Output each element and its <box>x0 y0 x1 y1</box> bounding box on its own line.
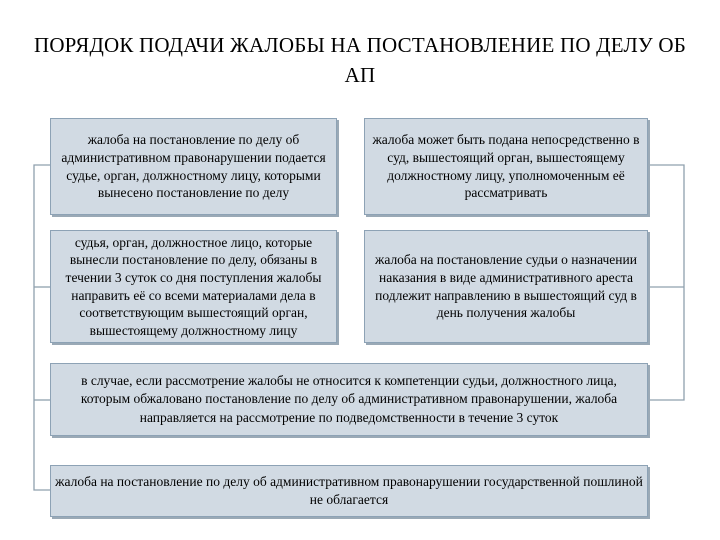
box-forward-within-3-days <box>50 230 337 343</box>
box-file-complaint-directly <box>364 118 648 215</box>
page-title: ПОРЯДОК ПОДАЧИ ЖАЛОБЫ НА ПОСТАНОВЛЕНИЕ ПО ДЕЛУ ОБ АП <box>33 33 687 87</box>
box-a-text: жалоба на постановление по делу об административном правонарушении подается судье, орган, должностному лицу, которыми вынесено постановление по делу <box>61 132 326 201</box>
left-bracket-line <box>34 165 50 490</box>
box-c-text: судья, орган, должностное лицо, которые вынесли постановление по делу, обязаны в течении 3 суток со дня поступления жалобы направить её со всеми материалами дела в соответствующим вышестоящий орган, вышестоящему должностному лицу <box>65 234 322 338</box>
box-f-text: жалоба на постановление по делу об административном правонарушении государственной пошлиной не облагается <box>55 473 643 507</box>
box-d-text: жалоба на постановление судьи о назначении наказания в виде административного ареста подлежит направлению в вышестоящий суд в день получения жалобы <box>375 252 637 321</box>
box-no-state-fee <box>50 465 648 517</box>
box-e-text: в случае, если рассмотрение жалобы не относится к компетенции судьи, должностного лица, которым обжаловано постановление по делу об административном правонарушении, жалоба направляется на рассмотрение по подведомственности в течение 3 суток <box>80 373 618 425</box>
right-bracket-line <box>648 165 684 400</box>
box-jurisdiction-redirect <box>50 363 648 436</box>
box-file-complaint-to-issuer <box>50 118 337 215</box>
box-b-text: жалоба может быть подана непосредственно в суд, вышестоящий орган, вышестоящему должностному лицу, уполномоченным её рассматривать <box>372 132 640 201</box>
box-arrest-complaint-same-day <box>364 230 648 343</box>
